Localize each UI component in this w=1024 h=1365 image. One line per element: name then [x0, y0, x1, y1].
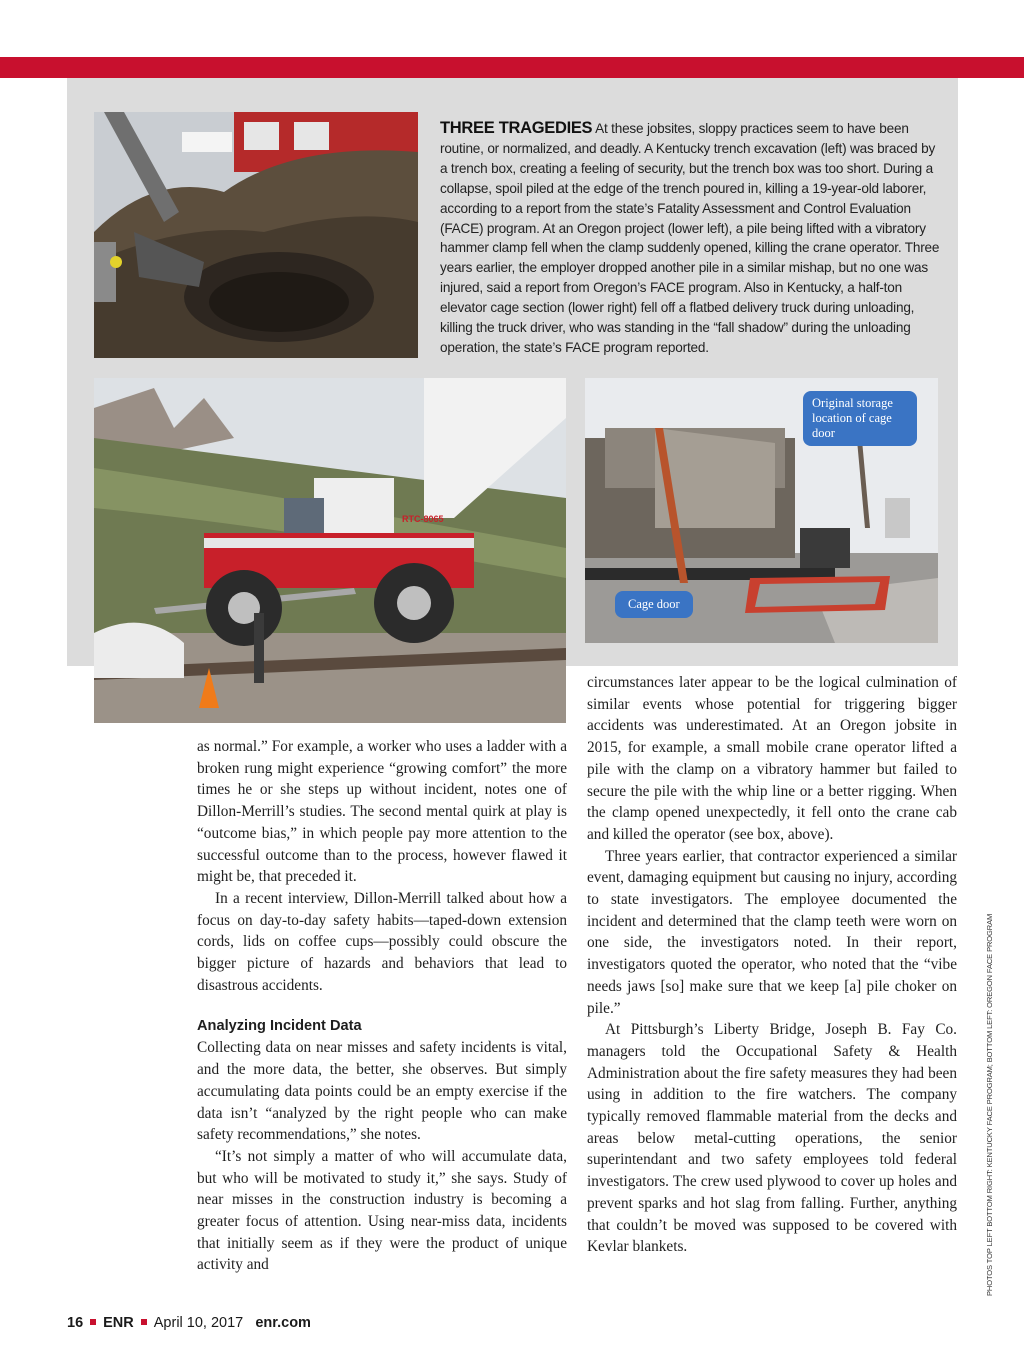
header-accent-bar: [0, 57, 1024, 78]
article-paragraph: Three years earlier, that contractor experienced a similar event, damaging equipment but causing no injury, according to state investigators. The employee documented the incident and determined that the clamp teeth were worn on one side, the investigators noted. In their report, investigators quoted the operator, who noted that the “vibe needs jaws [so] make sure that we keep [a] pile choker on pile.”: [587, 847, 957, 1017]
article-paragraph: circumstances later appear to be the logical culmination of similar events whose potential for triggering bigger accidents was underestimated. At an Oregon jobsite in 2015, for example, a small mobile crane operator lifted a pile with the clamp on a vibratory hammer but failed to secure the pile with the whip line or a better rigging. When the clamp opened unexpectedly, it fell onto the crane cab and killed the operator (see box, above).: [587, 674, 957, 843]
article-column-right: [587, 672, 957, 1258]
page-number: 16: [67, 1315, 84, 1331]
article-paragraph: Collecting data on near misses and safety incidents is vital, and the more data, the better, she observes. But simply accumulating data points could be an empty exercise if the data isn’t “analyzed by the right people who can make safety recommendations,” she notes.: [197, 1039, 567, 1144]
crane-accident-photo: [94, 378, 566, 723]
photo-credit: PHOTOS TOP LEFT BOTTOM RIGHT: KENTUCKY FACE PROGRAM; BOTTOM LEFT: OREGON FACE PROGRAM: [985, 913, 994, 1296]
article-paragraph: In a recent interview, Dillon-Merrill talked about how a focus on day-to-day safety habits—taped-down extension cords, lids on coffee cups—possibly could obscure the bigger picture of hazards and behaviors that lead to disastrous accidents.: [197, 889, 567, 994]
photo-caption: [440, 119, 940, 358]
trench-excavation-photo: [94, 112, 418, 358]
article-column-left: [197, 736, 567, 1276]
article-paragraph: At Pittsburgh’s Liberty Bridge, Joseph B. Fay Co. managers told the Occupational Safety & Health Administration about the fire safety measures they had been using in addition to the fire watchers. The company typically removed flammable material from the decks and areas below metal-cutting operations, the senior superintendant and two safety employees told federal investigators. The crew used plywood to cover up holes and prevent sparks and hot slag from falling. Further, anything that couldn’t be moved was supposed to be covered with Kevlar blankets.: [587, 1021, 957, 1256]
section-subhead: Analyzing Incident Data: [197, 1018, 362, 1035]
magazine-name: ENR: [103, 1315, 134, 1331]
crane-model-label: RTC-8065: [402, 514, 444, 524]
caption-title: THREE TRAGEDIES: [440, 119, 593, 137]
storage-location-callout: Original storage location of cage door: [803, 391, 917, 446]
caption-body: At these jobsites, sloppy practices seem to have been routine, or normalized, and deadly. A Kentucky trench excavation (left) was braced by a trench box, creating a feeling of security, but the trench box was too short. During a collapse, spoil piled at the edge of the trench poured in, killing a 19-year-old laborer, according to a report from the state’s Fatality Assessment and Control Evaluation (FACE) program. At an Oregon project (lower left), a pile being lifted with a vibratory hammer clamp fell when the clamp suddenly opened, killing the crane operator. Three years earlier, the employer dropped another pile in a similar mishap, but no one was injured, said a report from Oregon’s FACE program. Also in Kentucky, a half-ton elevator cage section (lower right) fell off a flatbed delivery truck during unloading, killing the truck driver, who was standing in the “fall shadow” during the unloading operation, the state’s FACE program reported.: [440, 121, 940, 355]
cage-door-callout: Cage door: [615, 591, 693, 618]
website-link[interactable]: enr.com: [255, 1315, 311, 1331]
separator-square-icon: [141, 1319, 147, 1325]
article-paragraph: as normal.” For example, a worker who uses a ladder with a broken rung might experience “growing comfort” the more times he or she steps up without incident, notes one of Dillon-Merrill’s studies. The second mental quirk at play is “outcome bias,” in which people pay more attention to the successful outcome than to the process, however flawed it might be, that preceded it.: [197, 738, 567, 886]
issue-date: April 10, 2017: [153, 1315, 244, 1331]
separator-square-icon: [90, 1319, 96, 1325]
page-footer: [67, 1315, 311, 1331]
article-paragraph: “It’s not simply a matter of who will accumulate data, but who will be motivated to study it,” she says. Study of near misses in the construction industry is becoming a greater focus of attention. Using near-miss data, incidents that initially seem as if they were the product of unique activity and: [197, 1147, 567, 1274]
